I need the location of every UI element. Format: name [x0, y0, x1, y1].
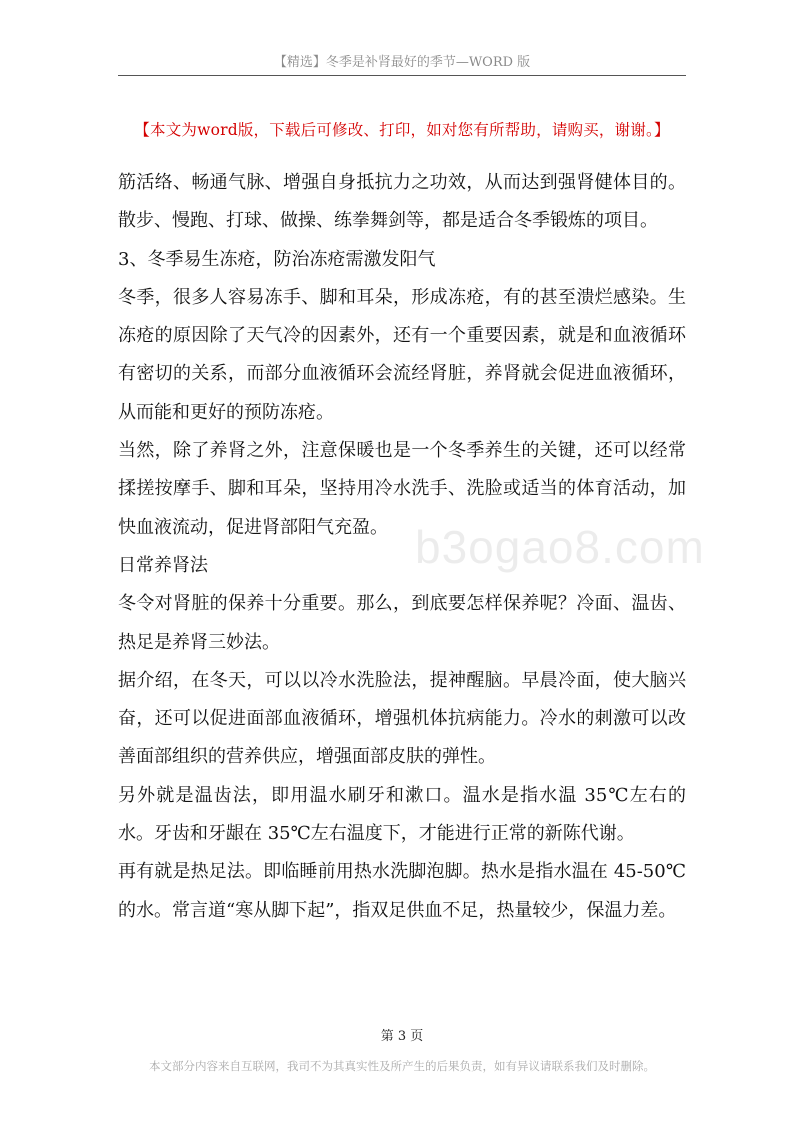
page-number: 第 3 页	[380, 1029, 424, 1044]
paragraph: 据介绍，在冬天，可以以冷水洗脸法，提神醒脑。早晨冷面，使大脑兴奋，还可以促进面部血液循环，增强机体抗病能力。冷水的刺激可以改善面部组织的营养供应，增强面部皮肤的弹性。	[118, 669, 686, 768]
paragraph: 再有就是热足法。即临睡前用热水洗脚泡脚。热水是指水温在 45-50℃的水。常言道“寒从脚下起”，指双足供血不足，热量较少，保温力差。	[118, 861, 686, 921]
page-header-title: 【精选】冬季是补肾最好的季节—WORD 版	[273, 55, 531, 70]
section-heading: 3、冬季易生冻疮，防治冻疮需激发阳气	[118, 248, 436, 270]
watermark-text: b3ogao8.com	[415, 521, 705, 573]
download-notice: 【本文为word版，下载后可修改、打印，如对您有所帮助，请购买，谢谢。】	[134, 121, 670, 139]
paragraph: 筋活络、畅通气脉、增强自身抵抗力之功效，从而达到强肾健体目的。散步、慢跑、打球、做操、练拳舞剑等，都是适合冬季锻炼的项目。	[118, 172, 686, 232]
paragraph: 冬令对肾脏的保养十分重要。那么，到底要怎样保养呢？冷面、温齿、热足是养肾三妙法。	[118, 593, 686, 653]
paragraph: 当然，除了养肾之外，注意保暖也是一个冬季养生的关键，还可以经常揉搓按摩手、脚和耳朵，坚持用冷水洗手、洗脸或适当的体育活动，加快血液流动，促进肾部阳气充盈。	[118, 440, 686, 538]
paragraph: 冬季，很多人容易冻手、脚和耳朵，形成冻疮，有的甚至溃烂感染。生冻疮的原因除了天气冷的因素外，还有一个重要因素，就是和血液循环有密切的关系，而部分血液循环会流经肾脏，养肾就会促进血液循环，从而能和更好的预防冻疮。	[118, 286, 686, 423]
footer-disclaimer: 本文部分内容来自互联网，我司不为其真实性及所产生的后果负责，如有异议请联系我们及时删除。	[149, 1059, 655, 1073]
paragraph: 另外就是温齿法，即用温水刷牙和漱口。温水是指水温 35℃左右的水。牙齿和牙龈在 35℃左右温度下，才能进行正常的新陈代谢。	[118, 784, 686, 845]
section-heading: 日常养肾法	[118, 554, 208, 576]
header-divider	[118, 75, 686, 76]
